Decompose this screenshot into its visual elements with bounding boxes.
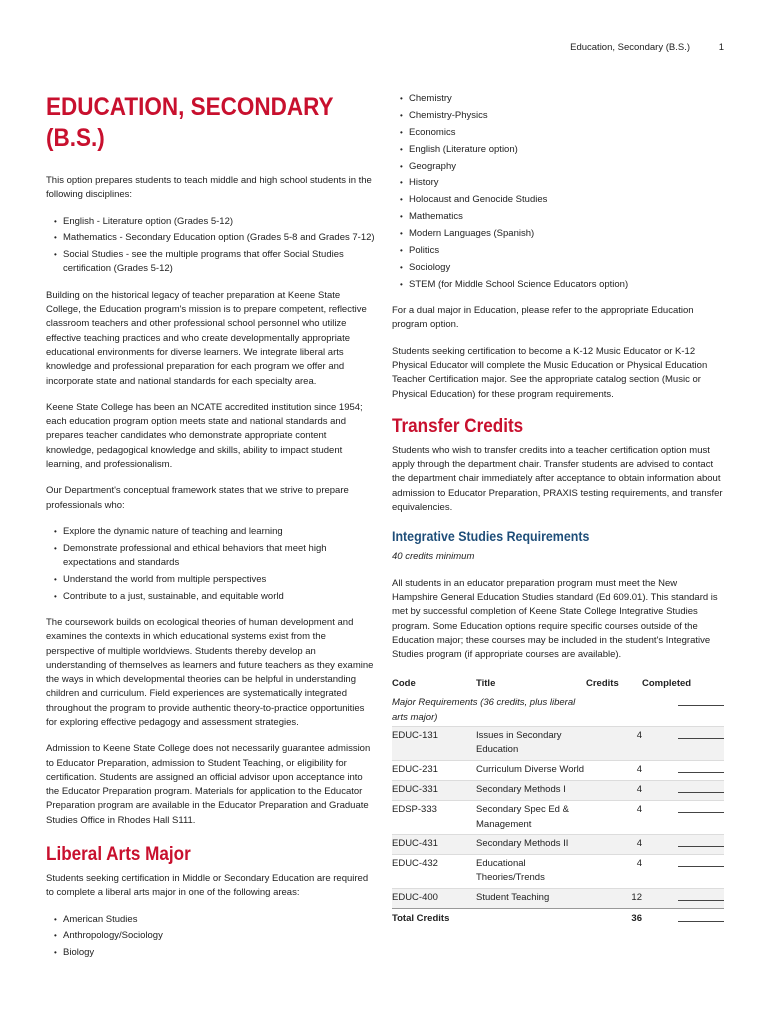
col-code: Code	[392, 678, 416, 690]
course-title: Secondary Spec Ed & Management	[476, 801, 586, 835]
liberal-arts-heading: Liberal Arts Major	[46, 844, 191, 866]
page-number: 1	[718, 42, 724, 53]
liberal-arts-intro: Students seeking certification in Middle or Secondary Education are required to complete a liberal arts major in one of the following areas:	[46, 873, 369, 899]
table-header-row	[392, 676, 724, 695]
course-code: EDUC-431	[392, 834, 476, 854]
majors-list-left	[46, 913, 376, 961]
total-label: Total Credits	[392, 909, 586, 929]
list-item: • American Studies	[46, 913, 376, 927]
header-title: Education, Secondary (B.S.)	[570, 42, 690, 53]
left-column	[46, 88, 376, 973]
list-item: • Social Studies - see the multiple programs that offer Social Studies certification (Grades 5-12)	[46, 248, 376, 277]
col-completed: Completed	[642, 678, 692, 690]
course-credits: 4	[586, 801, 642, 835]
majors-list-right	[392, 92, 724, 292]
course-credits: 4	[586, 780, 642, 800]
disciplines-list	[46, 215, 376, 277]
dual-major-paragraph: For a dual major in Education, please refer to the appropriate Education program option.	[392, 305, 694, 331]
list-item: • Chemistry-Physics	[392, 109, 724, 123]
table-row	[392, 780, 724, 800]
course-code: EDUC-331	[392, 780, 476, 800]
list-item: • Mathematics	[392, 210, 724, 224]
total-value: 36	[586, 909, 642, 929]
course-code: EDUC-131	[392, 727, 476, 761]
framework-list	[46, 525, 376, 604]
admission-paragraph: Admission to Keene State College does not necessarily guarantee admission to Educator Preparation, admission to Student Teaching, or eligibility for certification. Students are assigned an official advisor upon acceptance into the Educator Preparation program. Materials for application to the Educator Preparation program are available in the Educator Preparation and Graduate Studies Office in Rhodes Hall S111.	[46, 743, 371, 826]
right-column	[392, 92, 724, 928]
course-credits: 4	[586, 834, 642, 854]
k12-paragraph: Students seeking certification to become a K-12 Music Educator or K-12 Physical Educator will complete the Music Education or Physical Education Teacher Certification major. See the appropriate catalog section (Music or Physical Education) for these program requirements.	[392, 345, 708, 400]
coursework-paragraph: The coursework builds on ecological theories of human development and examines the contexts in which educational systems exist from the perspective of multiple worldviews. Students thereby develop an understanding of themselves as learners and future teachers as they examine the ways in which developmental theories can be helpful in understanding children and curriculum. Field experiences are systematically integrated throughout the program to provide authentic theory-to-practice opportunities for exploring effective pedagogy and assessment strategies.	[46, 616, 374, 728]
major-requirements-label: Major Requirements (36 credits, plus liberal arts major)	[392, 697, 576, 723]
list-item: • English - Literature option (Grades 5-12)	[46, 215, 376, 229]
list-item: • English (Literature option)	[392, 143, 724, 157]
transfer-paragraph: Students who wish to transfer credits into a teacher certification option must apply through the department chair. Transfer students are advised to contact the department chair immediately after acceptance to obtain information about admission to Educator Preparation, PRAXIS testing requirements, and transfer equivalencies.	[392, 444, 723, 514]
list-item: • Holocaust and Genocide Studies	[392, 193, 724, 207]
completed-blank	[642, 834, 724, 854]
legacy-paragraph: Building on the historical legacy of teacher preparation at Keene State College, the Education program's mission is to prepare competent, reflective classroom teachers and other professional school personnel who utilize effective teaching practices and who create developmentally appropriate educational environments for diverse learners. We integrate liberal arts knowledge and professional preparation for each program we offer and incorporate state and national standards for each specialty area.	[46, 289, 367, 387]
list-item: • Modern Languages (Spanish)	[392, 227, 724, 241]
isr-credits-note: 40 credits minimum	[392, 551, 475, 563]
page-title	[46, 92, 343, 154]
completed-blank	[642, 888, 724, 908]
completed-blank	[642, 801, 724, 835]
course-title: Secondary Methods II	[476, 834, 586, 854]
isr-paragraph: All students in an educator preparation program must meet the New Hampshire General Education Studies standard (Ed 609.01). This standard is met by successful completion of Keene State College Integrative Studies program. Some Education options require specific courses outside of the Education major; these courses may be included in the student's Integrative Studies program (if appropriate courses are available).	[392, 577, 718, 661]
list-item: • Anthropology/Sociology	[46, 929, 376, 943]
completed-blank	[642, 760, 724, 780]
course-title: Issues in Secondary Education	[476, 727, 586, 761]
table-row	[392, 888, 724, 908]
table-row	[392, 834, 724, 854]
list-item: • Biology	[46, 946, 376, 960]
framework-paragraph: Our Department's conceptual framework states that we strive to prepare professionals who:	[46, 485, 349, 511]
completed-blank	[642, 695, 724, 726]
course-code: EDUC-400	[392, 888, 476, 908]
intro-paragraph: This option prepares students to teach middle and high school students in the following disciplines:	[46, 175, 372, 201]
list-item: • Understand the world from multiple perspectives	[46, 573, 376, 587]
integrative-studies-heading: Integrative Studies Requirements	[392, 529, 590, 545]
list-item: • Explore the dynamic nature of teaching and learning	[46, 525, 376, 539]
course-credits: 4	[586, 727, 642, 761]
completed-blank	[642, 909, 724, 929]
completed-blank	[642, 855, 724, 889]
course-credits: 4	[586, 760, 642, 780]
list-item: • Demonstrate professional and ethical behaviors that meet high expectations and standards	[46, 542, 376, 571]
page-title-line-2: (B.S.)	[46, 124, 105, 152]
table-row	[392, 760, 724, 780]
list-item: • Sociology	[392, 261, 724, 275]
list-item: • Chemistry	[392, 92, 724, 106]
table-row	[392, 855, 724, 889]
completed-blank	[642, 780, 724, 800]
col-title: Title	[476, 678, 496, 690]
table-row	[392, 727, 724, 761]
course-title: Educational Theories/Trends	[476, 855, 586, 889]
page-title-line-1: EDUCATION, SECONDARY	[46, 93, 334, 121]
list-item: • Contribute to a just, sustainable, and equitable world	[46, 590, 376, 604]
list-item: • History	[392, 176, 724, 190]
list-item: • Economics	[392, 126, 724, 140]
running-header	[0, 42, 770, 58]
total-row	[392, 909, 724, 929]
course-credits: 4	[586, 855, 642, 889]
transfer-credits-heading: Transfer Credits	[392, 415, 524, 437]
course-code: EDUC-231	[392, 760, 476, 780]
course-credits: 12	[586, 888, 642, 908]
list-item: • Geography	[392, 160, 724, 174]
course-table	[392, 676, 724, 928]
course-title: Curriculum Diverse World	[476, 760, 586, 780]
major-requirements-row	[392, 695, 724, 726]
course-title: Secondary Methods I	[476, 780, 586, 800]
table-row	[392, 801, 724, 835]
list-item: • Politics	[392, 244, 724, 258]
completed-blank	[642, 727, 724, 761]
course-code: EDUC-432	[392, 855, 476, 889]
col-credits: Credits	[586, 678, 619, 690]
ncate-paragraph: Keene State College has been an NCATE accredited institution since 1954; each education program option meets state and national standards and prepares teacher candidates who demonstrate appropriate content knowledge, pedagogical knowledge and skills, ability to impact student learning, and professionalism.	[46, 401, 363, 471]
course-title: Student Teaching	[476, 888, 586, 908]
list-item: • STEM (for Middle School Science Educators option)	[392, 278, 724, 292]
course-code: EDSP-333	[392, 801, 476, 835]
list-item: • Mathematics - Secondary Education option (Grades 5-8 and Grades 7-12)	[46, 231, 376, 245]
